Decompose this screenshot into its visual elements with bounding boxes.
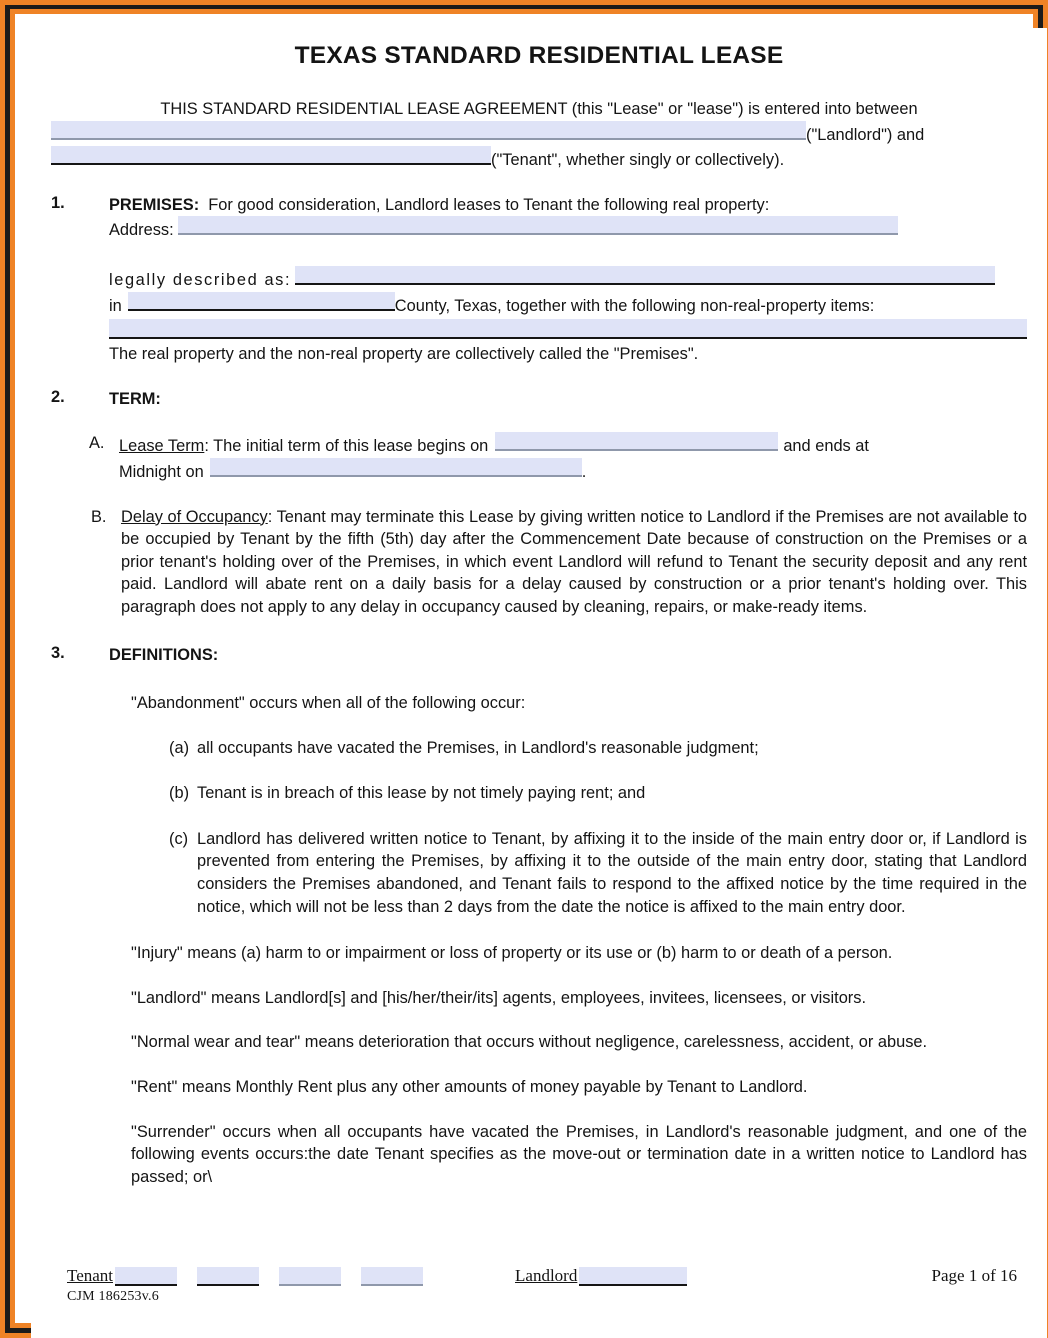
landlord-name-field[interactable] bbox=[51, 121, 806, 140]
premises-lead-text: For good consideration, Landlord leases to Tenant the following real property: bbox=[208, 195, 770, 214]
intro-paragraph bbox=[51, 98, 1027, 172]
definition-rent: "Rent" means Monthly Rent plus any other amounts of money payable by Tenant to Landlord. bbox=[131, 1078, 808, 1097]
definition-item-b-label: (b) bbox=[169, 784, 190, 803]
definition-item-c bbox=[51, 828, 1027, 918]
lease-begin-date-field[interactable] bbox=[495, 432, 778, 451]
document-page bbox=[31, 28, 1047, 1338]
subsection-delay-body bbox=[121, 506, 1027, 619]
footer-signature-row bbox=[67, 1262, 1017, 1286]
definition-normal-wear-and-tear: "Normal wear and tear" means deterioration that occurs without negligence, carelessness, accident, or abuse. bbox=[131, 1033, 928, 1052]
section-definitions-number: 3. bbox=[51, 643, 65, 662]
legal-description-label: legally described as: bbox=[109, 270, 292, 289]
section-term-heading: TERM: bbox=[109, 389, 161, 408]
county-text: County, Texas, together with the following non-real-property items: bbox=[394, 296, 875, 315]
tenant-name-field[interactable] bbox=[51, 146, 491, 165]
intro-landlord-suffix: ("Landlord") and bbox=[806, 125, 925, 144]
intro-landlord-line bbox=[51, 121, 1027, 147]
lease-term-text-3: Midnight on bbox=[119, 462, 204, 481]
intro-tenant-suffix: ("Tenant", whether singly or collectively). bbox=[491, 151, 785, 170]
lease-term-line-1 bbox=[119, 432, 1027, 458]
footer-landlord-label: Landlord bbox=[515, 1266, 578, 1285]
premises-closing-text: The real property and the non-real property are collectively called the "Premises". bbox=[109, 345, 699, 364]
address-field[interactable] bbox=[178, 216, 898, 235]
abandonment-lead: "Abandonment" occurs when all of the following occur: bbox=[131, 694, 526, 713]
page-title: TEXAS STANDARD RESIDENTIAL LEASE bbox=[294, 42, 784, 69]
section-definitions-body bbox=[109, 644, 1027, 667]
page-inner-border bbox=[10, 9, 1038, 1328]
premises-county-line bbox=[109, 292, 1027, 318]
subsection-delay-letter: B. bbox=[91, 507, 107, 526]
lease-end-date-field[interactable] bbox=[210, 458, 582, 477]
section-premises-heading: PREMISES: bbox=[109, 195, 200, 214]
premises-lead-line bbox=[109, 194, 1027, 217]
subsection-lease-term-letter: A. bbox=[89, 434, 105, 453]
section-definitions-heading: DEFINITIONS: bbox=[109, 645, 219, 664]
premises-address-line bbox=[109, 216, 1027, 242]
non-real-property-items-field[interactable] bbox=[109, 319, 1027, 339]
section-definitions bbox=[51, 644, 1027, 667]
intro-tenant-line bbox=[51, 146, 1027, 172]
lease-term-text-4: . bbox=[581, 462, 587, 481]
page-number: Page 1 of 16 bbox=[931, 1266, 1017, 1285]
landlord-initial-field[interactable] bbox=[579, 1267, 687, 1286]
in-label: in bbox=[109, 296, 122, 315]
lease-term-text-1: : The initial term of this lease begins on bbox=[204, 437, 489, 456]
subsection-lease-term bbox=[51, 432, 1027, 483]
definition-item-c-text: Landlord has delivered written notice to Tenant, by affixing it to the inside of the main entry door or, if Landlord is prevented from entering the Premises, by affixing it to the outside of the main entry door, stating that Landlord considers the Premises abandoned, and Tenant fails to respond to the affixed notice by the time required in the notice, which will not be less than 2 days from the date the notice is affixed to the main entry door. bbox=[197, 829, 1027, 916]
lease-term-line-2 bbox=[119, 458, 1027, 484]
county-field[interactable] bbox=[128, 292, 395, 311]
subsection-delay-of-occupancy bbox=[51, 506, 1027, 619]
tenant-initial-field-1[interactable] bbox=[115, 1267, 177, 1286]
definition-surrender: "Surrender" occurs when all occupants have vacated the Premises, in Landlord's reasonable judgment, and one of the following events occurs:the date Tenant specifies as the move-out or termination date in a written notice to Landlord has passed; or\ bbox=[131, 1122, 1027, 1186]
section-term-body bbox=[109, 388, 1027, 411]
delay-of-occupancy-text: : Tenant may terminate this Lease by giving written notice to Landlord if the Premises are not available to be occupied by Tenant by the fifth (5th) day after the Commencement Date because of construction on the Premises or a prior tenant's holding over of the Premises, in which event Landlord will refund to Tenant the security deposit and any rent paid. Landlord will abate rent on a daily basis for a delay caused by construction or a prior tenant's holding over. This paragraph does not apply to any delay in occupancy caused by cleaning, repairs, or make-ready items. bbox=[121, 507, 1027, 616]
definition-item-a-label: (a) bbox=[169, 738, 190, 757]
subsection-lease-term-body bbox=[119, 432, 1027, 483]
footer-tenant-label: Tenant bbox=[67, 1266, 114, 1285]
delay-of-occupancy-title: Delay of Occupancy bbox=[121, 507, 268, 526]
definition-item-c-label: (c) bbox=[169, 829, 189, 848]
definition-landlord: "Landlord" means Landlord[s] and [his/her/their/its] agents, employees, invitees, licensees, or visitors. bbox=[131, 988, 867, 1007]
definition-item-b bbox=[51, 782, 1027, 805]
section-term-number: 2. bbox=[51, 387, 65, 406]
tenant-initial-field-3[interactable] bbox=[279, 1267, 341, 1286]
page-footer bbox=[67, 1262, 1017, 1314]
lease-term-title: Lease Term bbox=[119, 437, 205, 456]
document-content bbox=[51, 28, 1027, 1188]
legal-description-field[interactable] bbox=[295, 266, 995, 285]
address-label: Address: bbox=[109, 221, 174, 240]
tenant-initial-field-4[interactable] bbox=[361, 1267, 423, 1286]
section-term bbox=[51, 388, 1027, 411]
section-premises bbox=[51, 194, 1027, 242]
definition-item-b-text: Tenant is in breach of this lease by not timely paying rent; and bbox=[197, 784, 646, 803]
section-premises-number: 1. bbox=[51, 193, 65, 212]
legal-description-line bbox=[109, 266, 1027, 292]
definition-injury: "Injury" means (a) harm to or impairment or loss of property or its use or (b) harm to or death of a person. bbox=[131, 944, 893, 963]
premises-legal-block bbox=[51, 266, 1027, 366]
definition-item-a-text: all occupants have vacated the Premises, in Landlord's reasonable judgment; bbox=[197, 738, 759, 757]
tenant-initial-field-2[interactable] bbox=[197, 1267, 259, 1286]
document-id: CJM 186253v.6 bbox=[67, 1289, 159, 1304]
lease-term-text-2: and ends at bbox=[783, 437, 869, 456]
section-premises-body bbox=[109, 194, 1027, 242]
intro-line-1: THIS STANDARD RESIDENTIAL LEASE AGREEMENT (this "Lease" or "lease") is entered into between bbox=[160, 100, 918, 118]
definition-item-a bbox=[51, 737, 1027, 760]
